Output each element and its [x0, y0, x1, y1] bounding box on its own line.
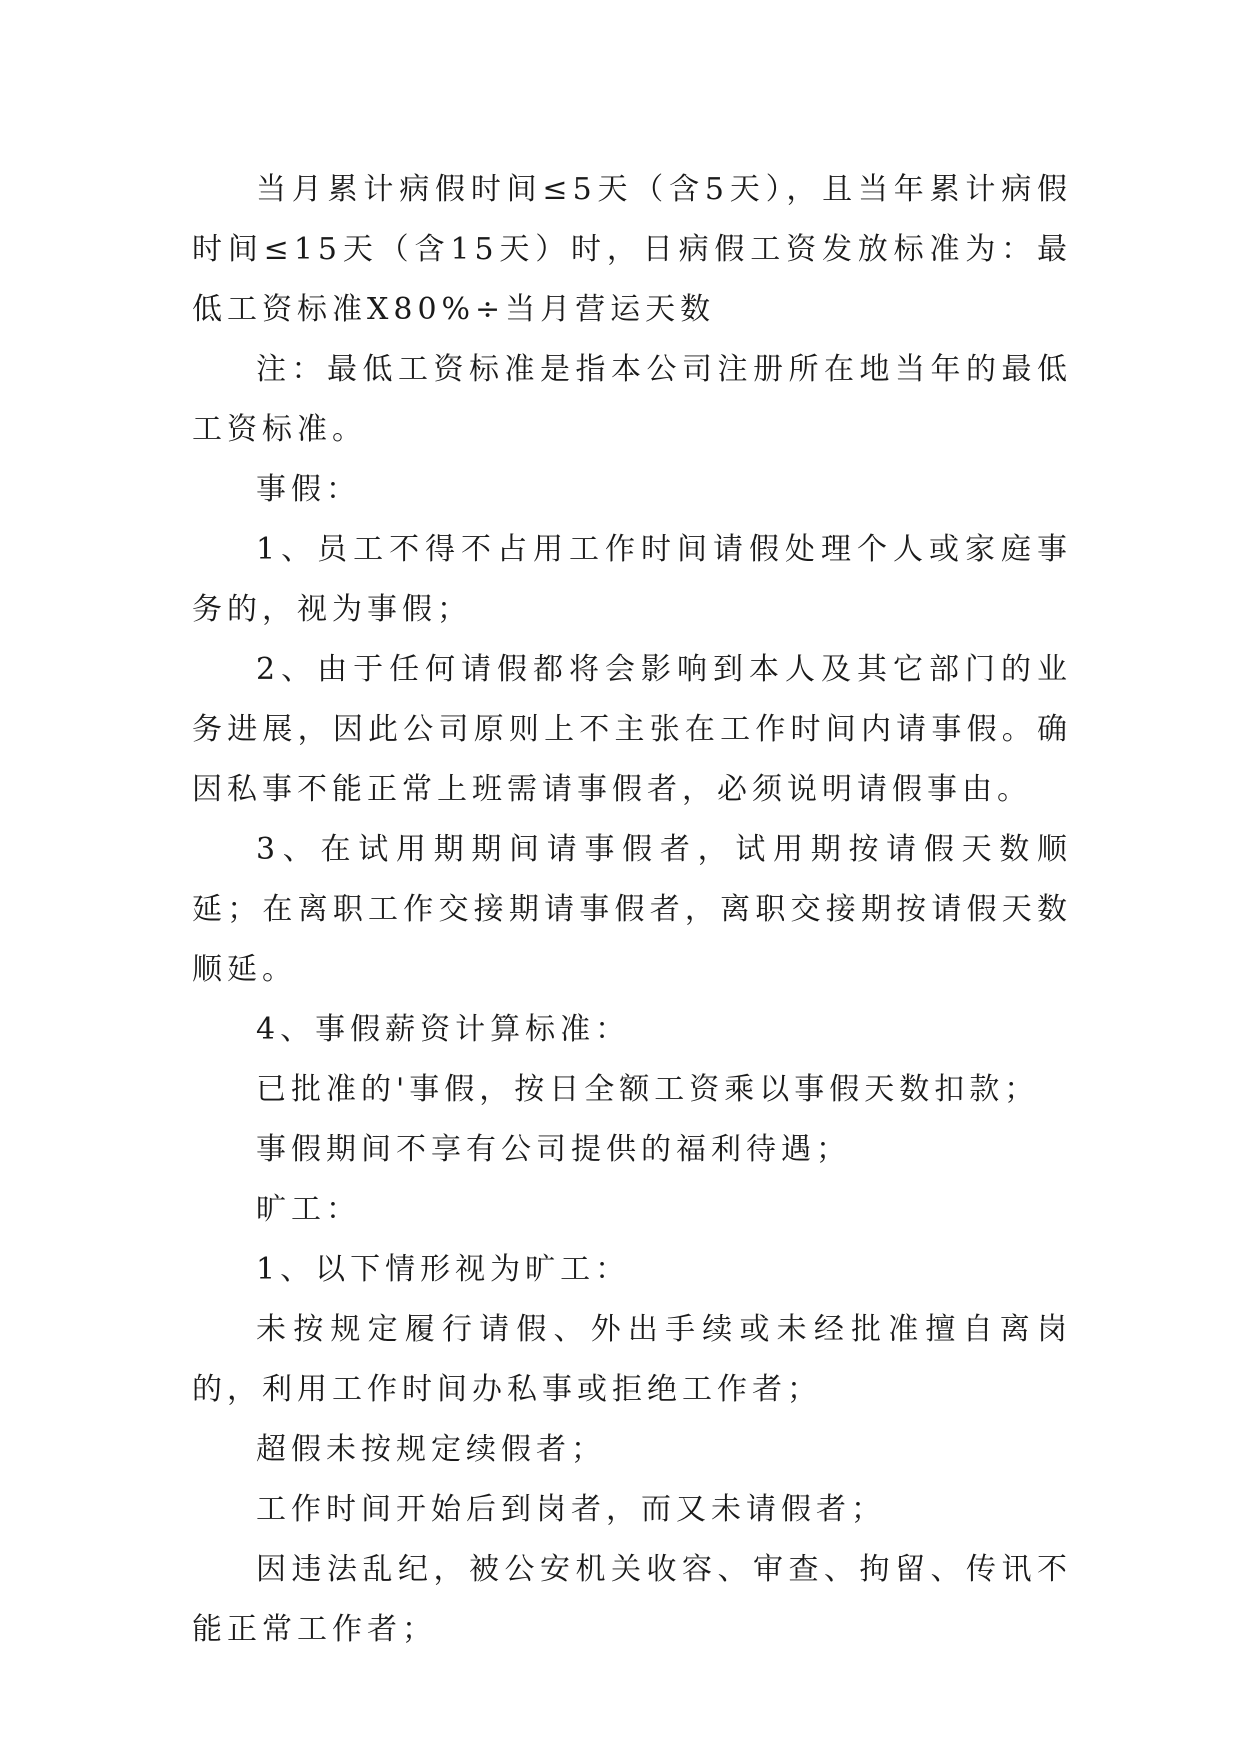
paragraph-absenteeism-case-1: 未按规定履行请假、外出手续或未经批准擅自离岗的，利用工作时间办私事或拒绝工作者；	[192, 1312, 1072, 1407]
paragraph-absenteeism-case-3: 工作时间开始后到岗者，而又未请假者；	[256, 1492, 886, 1527]
paragraph-absenteeism-case-2: 超假未按规定续假者；	[256, 1432, 606, 1467]
paragraph-absenteeism-1: 1、以下情形视为旷工：	[256, 1252, 631, 1287]
paragraph-absenteeism-case-4: 因违法乱纪，被公安机关收容、审查、拘留、传讯不能正常工作者；	[192, 1552, 1072, 1647]
paragraph-sick-leave-pay: 当月累计病假时间≤5天（含5天），且当年累计病假时间≤15天（含15天）时，日病假工资发放标准为：最低工资标准X80%÷当月营运天数	[192, 172, 1072, 327]
paragraph-personal-leave-benefits: 事假期间不享有公司提供的福利待遇；	[256, 1132, 851, 1167]
heading-absenteeism: 旷工：	[256, 1192, 361, 1227]
paragraph-personal-leave-deduction: 已批准的'事假，按日全额工资乘以事假天数扣款；	[256, 1072, 1040, 1107]
heading-personal-leave: 事假：	[256, 472, 361, 507]
paragraph-personal-leave-2: 2、由于任何请假都将会影响到本人及其它部门的业务进展，因此公司原则上不主张在工作时间内请事假。确因私事不能正常上班需请事假者，必须说明请假事由。	[192, 652, 1072, 807]
document-body	[192, 160, 1072, 1660]
paragraph-minimum-wage-note: 注：最低工资标准是指本公司注册所在地当年的最低工资标准。	[192, 352, 1072, 447]
paragraph-personal-leave-1: 1、员工不得不占用工作时间请假处理个人或家庭事务的，视为事假；	[192, 532, 1072, 627]
paragraph-personal-leave-4: 4、事假薪资计算标准：	[256, 1012, 631, 1047]
paragraph-personal-leave-3: 3、在试用期期间请事假者，试用期按请假天数顺延；在离职工作交接期请事假者，离职交接期按请假天数顺延。	[192, 832, 1072, 987]
